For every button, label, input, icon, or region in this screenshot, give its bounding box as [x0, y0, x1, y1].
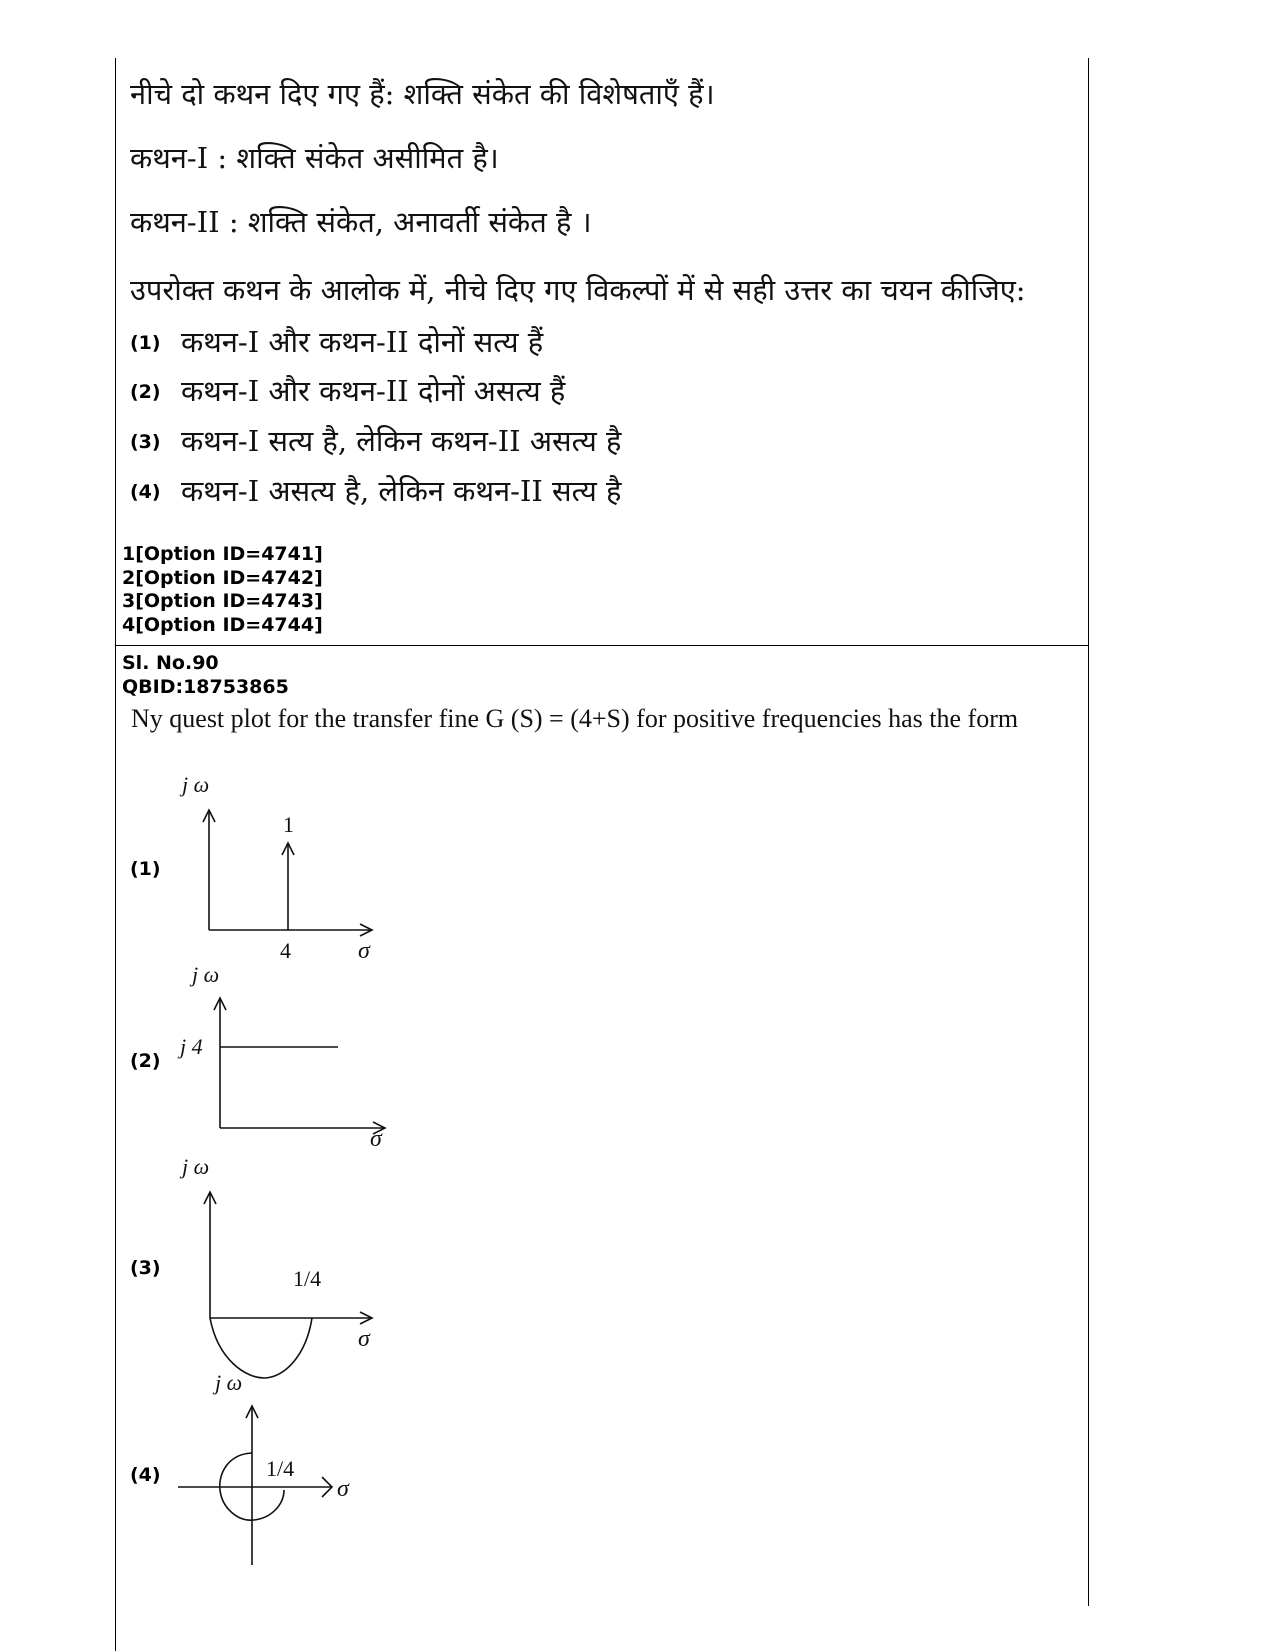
question-intro: नीचे दो कथन दिए गए हैं: शक्ति संकेत की विशेषताएँ हैं।: [130, 77, 715, 111]
plot-4-number: (4): [130, 1464, 161, 1486]
plot-2-diagram: [160, 960, 400, 1150]
right-border: [1088, 58, 1089, 1606]
option-id-list: [122, 543, 323, 637]
plot-2-level-label: j 4: [180, 1034, 203, 1059]
plot-1-tick-label: 4: [280, 938, 291, 963]
plot-1-diagram: [160, 770, 400, 970]
plot-4-curve-label: 1/4: [266, 1456, 295, 1481]
plot-2-x-label: σ: [370, 1126, 382, 1152]
plot-3-curve-label: 1/4: [293, 1266, 322, 1291]
statement-2: कथन-II : शक्ति संकेत, अनावर्ती संकेत है ।: [130, 205, 592, 239]
plot-4-x-label: σ: [337, 1476, 349, 1502]
serial-number: Sl. No.90: [122, 652, 219, 674]
plot-1-y-label: j ω: [182, 772, 210, 797]
plot-2-number: (2): [130, 1050, 161, 1072]
plot-3-number: (3): [130, 1257, 161, 1279]
option-4-number: (4): [130, 481, 161, 503]
option-2-number: (2): [130, 381, 161, 403]
plot-4-y-label: j ω: [215, 1370, 243, 1395]
plot-3-diagram: [160, 1150, 400, 1380]
plot-3-y-label: j ω: [182, 1154, 210, 1179]
option-id-3: 3[Option ID=4743]: [122, 590, 323, 612]
plot-2-y-label: j ω: [192, 962, 220, 987]
plot-3-x-label: σ: [358, 1326, 370, 1352]
option-id-1: 1[Option ID=4741]: [122, 543, 323, 565]
option-id-2: 2[Option ID=4742]: [122, 566, 323, 589]
plot-1-arrow-label: 1: [283, 812, 294, 837]
option-id-4: 4[Option ID=4744]: [122, 613, 323, 636]
plot-4-diagram: [160, 1370, 400, 1570]
qbid: QBID:18753865: [122, 675, 289, 698]
question-divider: [115, 645, 1089, 646]
question-90-header: [122, 652, 289, 699]
option-2-text: कथन-I और कथन-II दोनों असत्य हैं: [181, 374, 566, 408]
option-1-number: (1): [130, 332, 161, 354]
option-4-text: कथन-I असत्य है, लेकिन कथन-II सत्य है: [181, 474, 622, 508]
statement-1: कथन-I : शक्ति संकेत असीमित है।: [130, 141, 499, 175]
option-3-number: (3): [130, 431, 161, 453]
question-instruction: उपरोक्त कथन के आलोक में, नीचे दिए गए विकल्पों में से सही उत्तर का चयन कीजिए:: [130, 273, 1026, 307]
question-90-text: Ny quest plot for the transfer fine G (S) = (4+S) for positive frequencies has the form: [131, 704, 1019, 733]
plot-3-semicircle: [210, 1318, 312, 1378]
plot-1-x-label: σ: [358, 938, 370, 964]
option-3-text: कथन-I सत्य है, लेकिन कथन-II असत्य है: [181, 424, 622, 458]
plot-1-number: (1): [130, 858, 161, 880]
option-1-text: कथन-I और कथन-II दोनों सत्य हैं: [181, 325, 544, 359]
left-border: [115, 58, 116, 1651]
